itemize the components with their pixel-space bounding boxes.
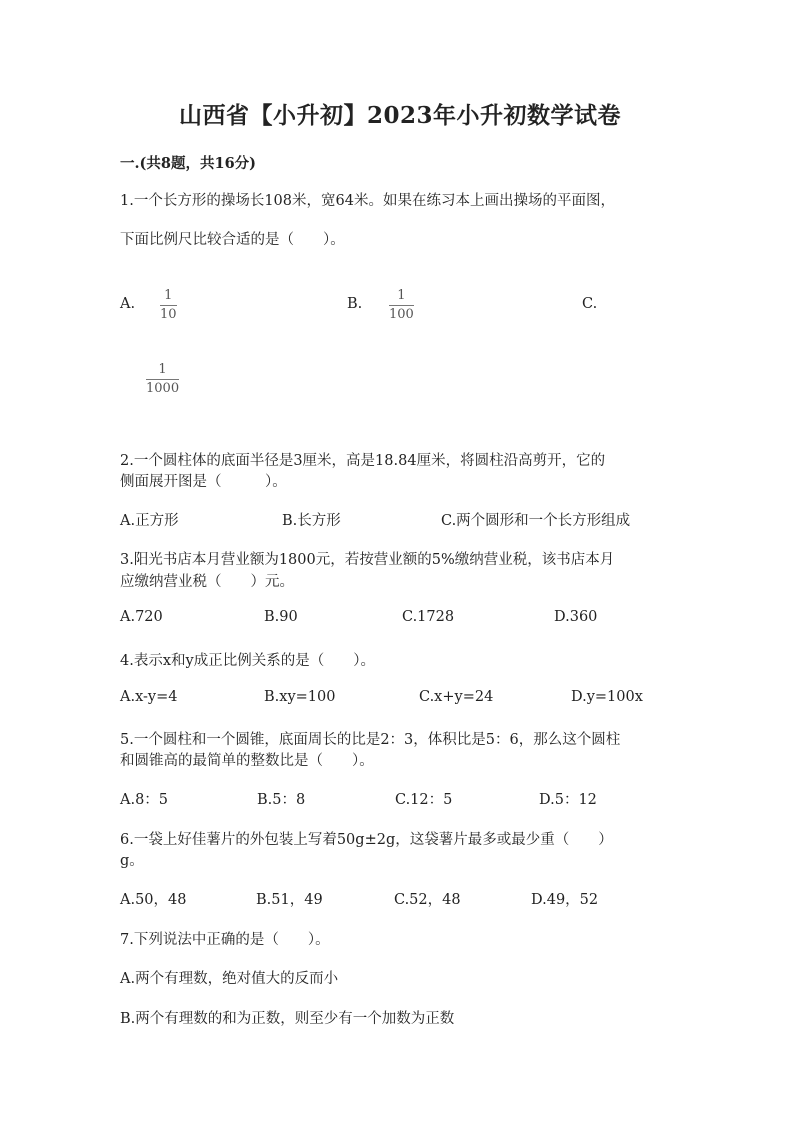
- q5-option-c: C.12：5: [395, 792, 453, 808]
- q1-option-a-fraction: [160, 288, 177, 323]
- q4-line1: 4.表示x和y成正比例关系的是（ ）。: [120, 653, 375, 669]
- q4-option-d: D.y=100x: [571, 689, 643, 705]
- q2-option-b: B.长方形: [282, 513, 341, 529]
- q2-line1: 2.一个圆柱体的底面半径是3厘米，高是18.84厘米，将圆柱沿高剪开，它的: [120, 453, 606, 469]
- q1-option-a-denominator: 10: [160, 307, 177, 322]
- q2-option-c: C.两个圆形和一个长方形组成: [441, 513, 631, 529]
- q2-line2: 侧面展开图是（ ）。: [120, 474, 287, 490]
- q3-option-c: C.1728: [402, 609, 455, 625]
- q6-option-a: A.50，48: [120, 892, 187, 908]
- q6-option-c: C.52，48: [394, 892, 461, 908]
- q3-option-d: D.360: [554, 609, 598, 625]
- q3-option-a: A.720: [120, 609, 163, 625]
- q5-option-b: B.5：8: [257, 792, 306, 808]
- fraction-bar: [160, 305, 177, 306]
- q4-option-b: B.xy=100: [264, 689, 336, 705]
- q1-line1: 1.一个长方形的操场长108米，宽64米。如果在练习本上画出操场的平面图，: [120, 193, 615, 209]
- fraction-bar: [389, 305, 414, 306]
- q4-option-c: C.x+y=24: [419, 689, 494, 705]
- q5-line1: 5.一个圆柱和一个圆锥，底面周长的比是2：3，体积比是5：6，那么这个圆柱: [120, 732, 621, 748]
- q5-option-d: D.5：12: [539, 792, 597, 808]
- q2-option-a: A.正方形: [120, 513, 179, 529]
- q1-option-a-numerator: 1: [164, 288, 173, 303]
- page-title: 山西省【小升初】2023年小升初数学试卷: [178, 102, 621, 129]
- q1-option-b-numerator: 1: [397, 288, 406, 303]
- q1-option-b-denominator: 100: [389, 307, 414, 322]
- q1-option-c-numerator: 1: [158, 362, 167, 377]
- q5-option-a: A.8：5: [120, 792, 169, 808]
- q7-option-b: B.两个有理数的和为正数，则至少有一个加数为正数: [120, 1011, 455, 1027]
- q1-line2: 下面比例尺比较合适的是（ ）。: [120, 232, 345, 248]
- q1-option-c-denominator: 1000: [146, 381, 180, 396]
- q6-line2: g。: [120, 853, 144, 869]
- q6-line1: 6.一袋上好佳薯片的外包装上写着50g±2g，这袋薯片最多或最少重（ ）: [120, 832, 613, 848]
- q1-option-c-label: C.: [582, 296, 598, 312]
- q1-option-b-fraction: [389, 288, 414, 323]
- q3-option-b: B.90: [264, 609, 298, 625]
- fraction-bar: [146, 379, 179, 380]
- q6-option-b: B.51，49: [256, 892, 323, 908]
- q1-option-a-label: A.: [120, 296, 136, 312]
- q7-option-a: A.两个有理数，绝对值大的反而小: [120, 971, 339, 987]
- q3-line1: 3.阳光书店本月营业额为1800元，若按营业额的5%缴纳营业税，该书店本月: [120, 552, 615, 568]
- q4-option-a: A.x-y=4: [120, 689, 178, 705]
- q1-option-b-label: B.: [347, 296, 363, 312]
- q6-option-d: D.49，52: [531, 892, 599, 908]
- section-heading: 一.(共8题，共16分): [120, 155, 257, 172]
- q5-line2: 和圆锥高的最简单的整数比是（ ）。: [120, 753, 374, 769]
- q1-option-c-fraction: [146, 362, 179, 397]
- q3-line2: 应缴纳营业税（ ）元。: [120, 574, 294, 590]
- q7-line1: 7.下列说法中正确的是（ ）。: [120, 932, 330, 948]
